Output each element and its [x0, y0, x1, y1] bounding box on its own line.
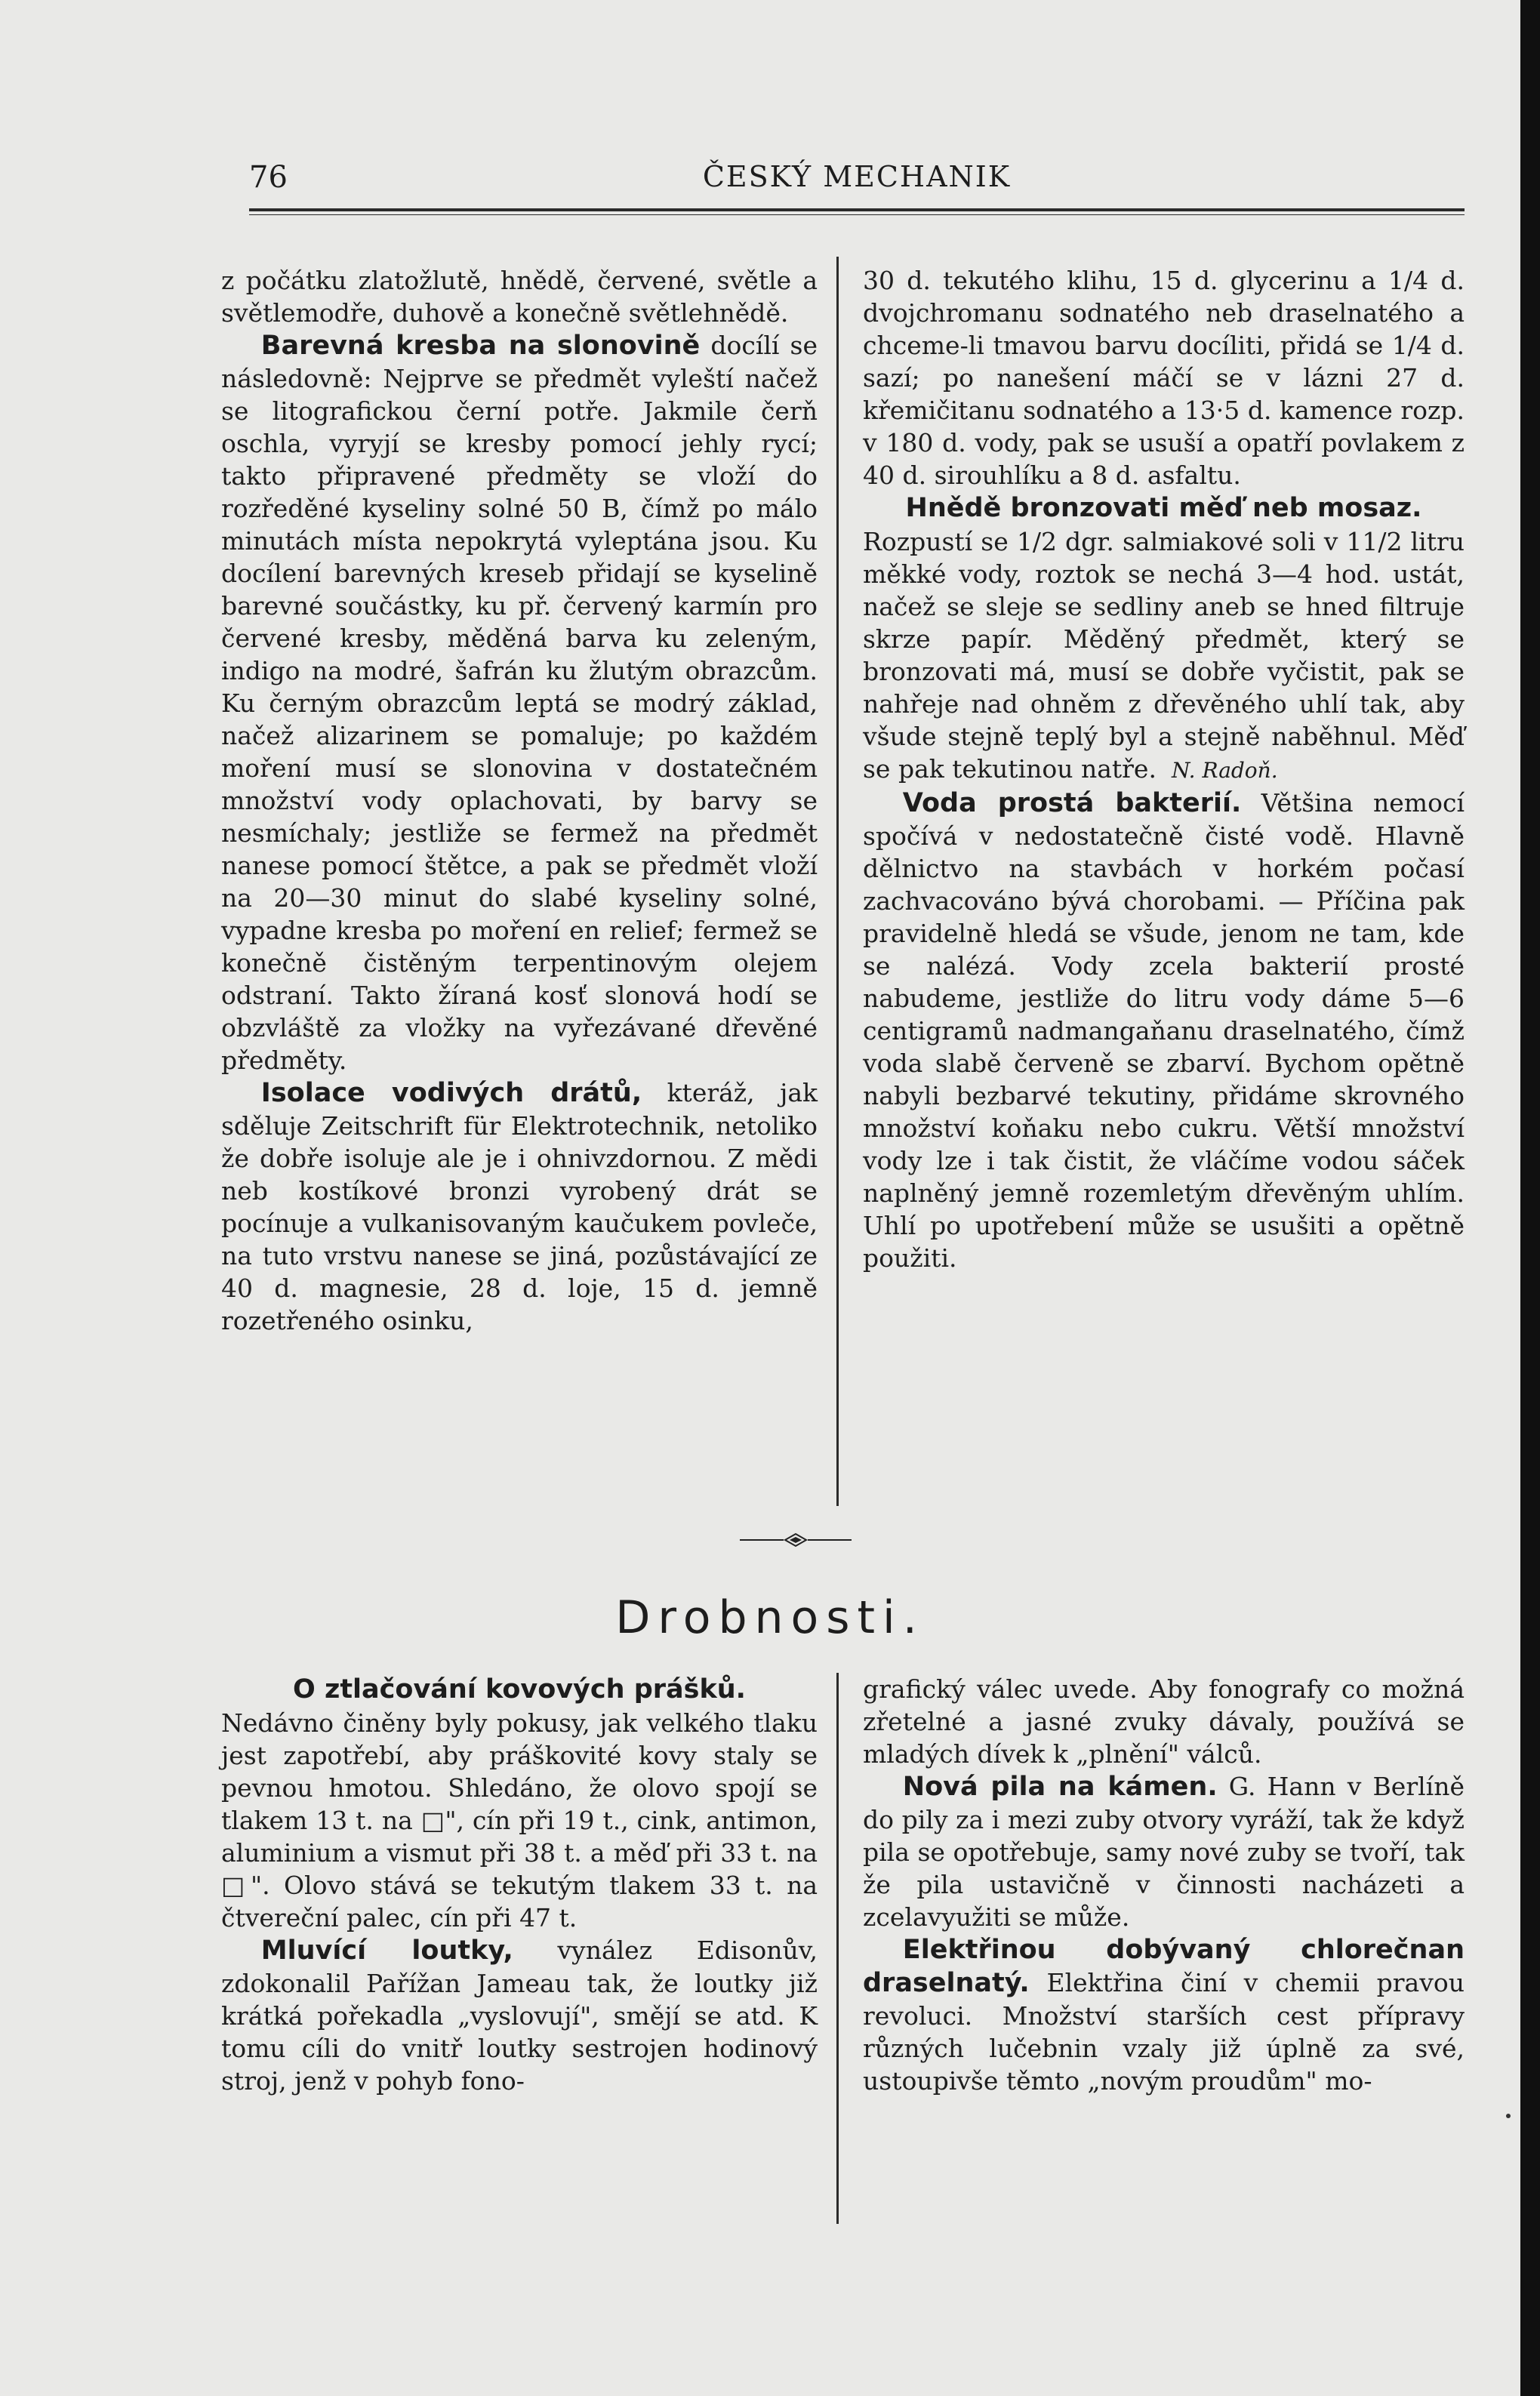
- page-edge: [1520, 0, 1540, 2396]
- saw-article: [863, 1770, 1465, 1933]
- bottom-column-divider: [836, 1673, 839, 2224]
- bottom-right-column: [863, 1673, 1465, 2097]
- section-title: Drobnosti.: [615, 1591, 925, 1644]
- saw-heading: Nová pila na kámen.: [902, 1772, 1218, 1802]
- water-article: [863, 787, 1465, 1274]
- bronze-article: [863, 525, 1465, 787]
- bottom-left-column: [221, 1673, 818, 2097]
- insulation-text: kteráž, jak sděluje Zeitschrift für Elektrotechnik, netoliko že dobře isoluje ale je i ohnivzdornou. Z mědi neb kostíkové bronzi vyrobený drát se pocínuje a vulkanisovaným kaučukem povleče, na tuto vrstvu nanese se jiná, pozůstávající ze 40 d. magnesie, 28 d. loje, 15 d. jemně rozetřeného osinku,: [221, 1078, 818, 1335]
- top-right-column: [863, 264, 1465, 1274]
- dolls-heading: Mluvící loutky,: [260, 1936, 513, 1966]
- top-left-column: [221, 264, 818, 1337]
- dolls-article: [221, 1934, 818, 2097]
- page-header: [249, 160, 1465, 204]
- chlorate-article: [863, 1933, 1465, 2097]
- stray-mark: [1506, 2114, 1511, 2118]
- powders-heading: O ztlačování kovových prášků.: [293, 1674, 746, 1705]
- powders-text: Nedávno činěny byly pokusy, jak velkého tlaku jest zapotřebí, aby práškovité kovy staly se pevnou hmotou. Shledáno, že olovo spojí se tlakem 13 t. na □", cín při 19 t., cink, antimon, aluminium a vismut při 38 t. a měď při 33 t. na □". Olovo stává se tekutým tlakem 33 t. na čtvereční palec, cín při 47 t.: [221, 1708, 818, 1933]
- continuation-paragraph: 30 d. tekutého klihu, 15 d. glycerinu a 1/4 d. dvojchromanu sodnatého neb draselnatého a chceme-li tmavou barvu docíliti, přidá se 1/4 d. sazí; po nanešení máčí se v lázni 27 d. křemičitanu sodnatého a 13·5 d. kamence rozp. v 180 d. vody, pak se usuší a opatří povlakem z 40 d. sirouhlíku a 8 d. asfaltu.: [863, 266, 1465, 490]
- top-column-divider: [836, 257, 839, 1506]
- chlorate-heading: Elektřinou dobývaný chlorečnan draselnatý.: [863, 1935, 1465, 1998]
- ivory-article: [221, 329, 818, 1076]
- phonograph-continuation: grafický válec uvede. Aby fonografy co možná zřetelné a jasné zvuky dávaly, používá se mladých dívek k „plnění" válců.: [863, 1674, 1465, 1769]
- ivory-heading: Barevná kresba na slonovině: [260, 331, 701, 361]
- water-text: Většina nemocí spočívá v nedostatečně čisté vodě. Hlavně dělnictvo na stavbách v horkém počasí zachvacováno bývá chorobami. — Příčina pak pravidelně hledá se všude, jenom ne tam, kde se nalézá. Vody zcela bakterií prosté nabudeme, jestliže do litru vody dáme 5—6 centigramů nadmangaňanu draselnatého, čímž voda slabě červeně se zbarví. Bychom opětně nabyli bezbarvé tekutiny, přidáme skrovného množství koňaku nebo cukru. Větší množství vody lze i tak čistit, že vláčíme vodou sáček naplněný jemně rozemletým dřevěným uhlím. Uhlí po upotřebení může se usušiti a opětně použiti.: [863, 788, 1465, 1273]
- header-rule-thin: [249, 214, 1465, 215]
- bronze-text: Rozpustí se 1/2 dgr. salmiakové soli v 11/2 litru měkké vody, roztok se nechá 3—4 hod. ustát, načež se sleje se sedliny aneb se hned filtruje skrze papír. Měděný předmět, který se bronzovati má, musí se dobře vyčistit, pak se nahřeje nad ohněm z dřevěného uhlí tak, aby všude stejně teplý byl a stejně naběhnul. Měď se pak tekutinou natře.: [863, 527, 1465, 784]
- insulation-article: [221, 1076, 818, 1337]
- page-number: 76: [249, 160, 288, 195]
- saw-text: G. Hann v Berlíně do pily za i mezi zuby otvory vyráží, tak že když pila se opotřebuje, samy nové zuby se tvoří, tak že pila ustavičně v činnosti nacházeti a zcelavyužiti se může.: [863, 1772, 1465, 1932]
- intro-paragraph: z počátku zlatožlutě, hnědě, červené, světle a světlemodře, duhově a konečně světlehnědě.: [221, 266, 818, 328]
- bronze-heading: Hnědě bronzovati měď neb mosaz.: [905, 493, 1422, 523]
- chlorate-text: Elektřina činí v chemii pravou revoluci. Množství starších cest přípravy různých lučebnin vzaly již úplně za své, ustoupivše těmto „novým proudům" mo-: [863, 1968, 1465, 2096]
- bronze-signature: N. Radoň.: [1171, 758, 1278, 783]
- header-rule: [249, 208, 1465, 211]
- insulation-heading: Isolace vodivých drátů,: [260, 1078, 642, 1108]
- dolls-text: vynález Edisonův, zdokonalil Pařížan Jameau tak, že loutky již krátká pořekadla „vyslovují", smějí se atd. K tomu cíli do vnitř loutky sestrojen hodinový stroj, jenž v pohyb fono-: [221, 1936, 818, 2096]
- section-ornament: [740, 1531, 852, 1549]
- water-heading: Voda prostá bakterií.: [902, 788, 1242, 818]
- ivory-text: docílí se následovně: Nejprve se předmět vyleští načež se litografickou černí potře. Jakmile čerň oschla, vyryjí se kresby pomocí jehly rycí; takto připravené předměty se vloží do rozředěné kyseliny solné 50 B, čímž po málo minutách místa nepokrytá vyleptána jsou. Ku docílení barevných kreseb přidají se kyselině barevné součástky, ku př. červený karmín pro červené kresby, měděná barva ku zeleným, indigo na modré, šafrán ku žlutým obrazcům. Ku černým obrazcům leptá se modrý základ, načež alizarinem se pomaluje; po každém moření musí se slonovina v dostatečném množství vody oplachovati, by barvy se nesmíchaly; jestliže se fermež na předmět nanese pomocí štětce, a pak se předmět vloží na 20—30 minut do slabé kyseliny solné, vypadne kresba po moření en relief; fermež se konečně čistěným terpentinovým olejem odstraní. Takto žíraná kosť slonová hodí se obzvláště za vložky na vyřezávané dřevěné předměty.: [221, 331, 818, 1075]
- running-title: ČESKÝ MECHANIK: [702, 160, 1012, 193]
